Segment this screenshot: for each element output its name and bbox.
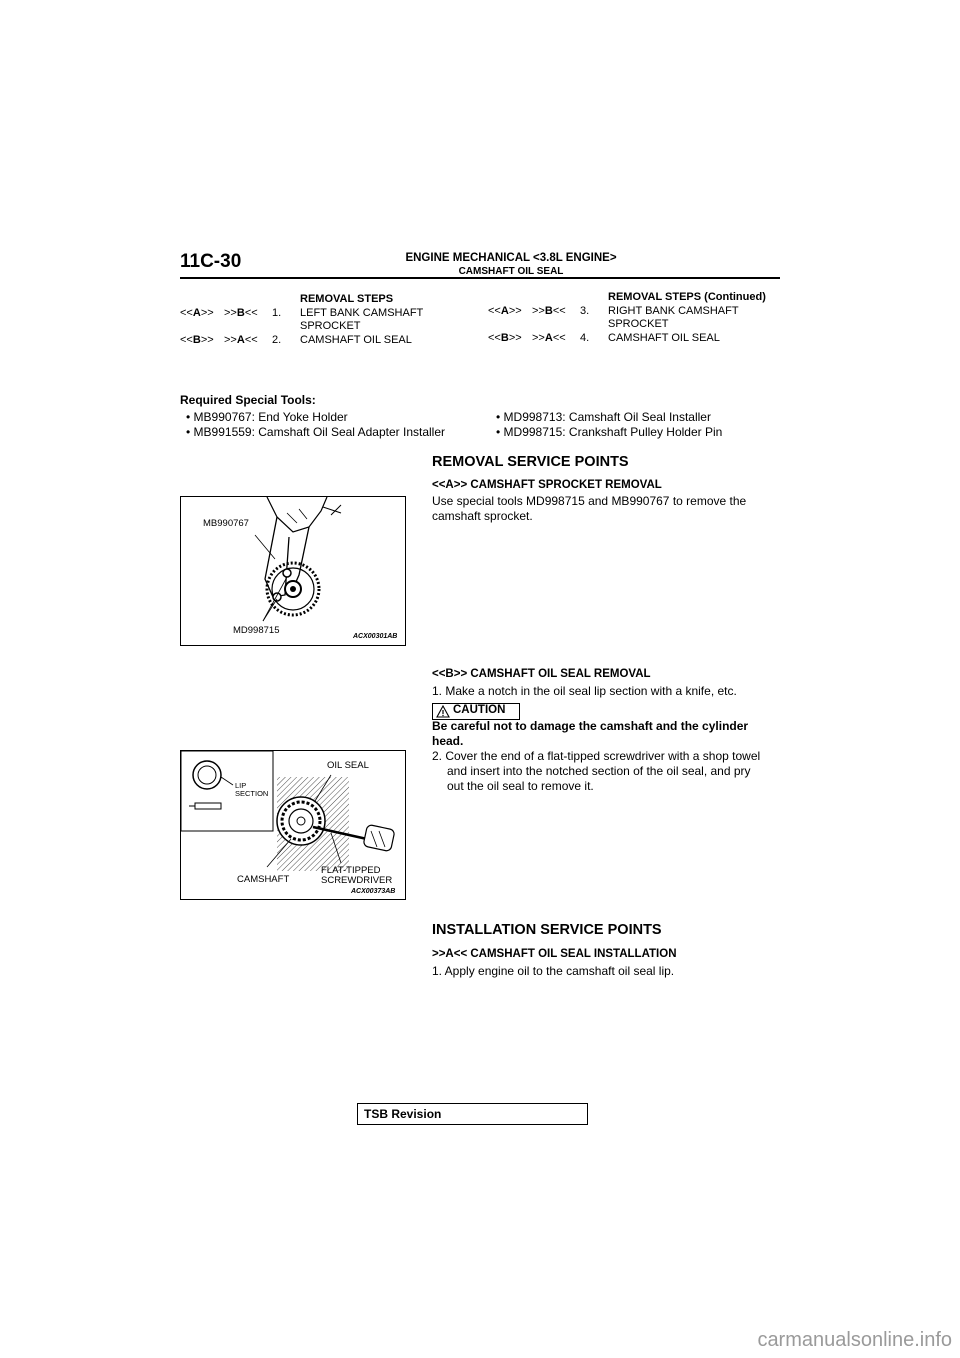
step-ref-b-letter: B: [544, 305, 553, 317]
paragraph-line: 2. Cover the end of a flat-tipped screwdriver with a shop towel: [432, 749, 761, 763]
step-ref-a-letter: B: [500, 332, 509, 344]
step-ref-b: >>: [532, 305, 545, 317]
step-ref-a-end: >>: [200, 334, 214, 346]
removal-steps-left: [180, 293, 440, 353]
removal-step-row: [180, 334, 440, 348]
tsb-revision-box: [357, 1103, 588, 1125]
warning-triangle-icon: [436, 705, 450, 718]
step-text-cont: SPROCKET: [300, 320, 361, 332]
sprocket-removal-title: <<A>> CAMSHAFT SPROCKET REMOVAL: [432, 479, 662, 491]
step-text-cont: SPROCKET: [608, 318, 669, 330]
step-text: CAMSHAFT OIL SEAL: [608, 332, 720, 344]
step-ref-a: <<: [488, 332, 501, 344]
figure-label-oil-seal: OIL SEAL: [327, 760, 369, 771]
paragraph-line: and insert into the notched section of the oil seal, and pry: [447, 764, 751, 778]
step-ref-a-letter: A: [500, 305, 509, 317]
paragraph-line: Be careful not to damage the camshaft and the cylinder: [432, 719, 749, 733]
step-number: 1.: [272, 307, 282, 319]
figure-label-md998715: MD998715: [233, 625, 280, 636]
step-ref-a-end: >>: [508, 332, 522, 344]
oil-seal-removal-step1: 1. Make a notch in the oil seal lip section with a knife, etc.: [432, 684, 737, 698]
step-ref-b-letter: A: [236, 334, 245, 346]
removal-step-row: [180, 307, 440, 335]
step-ref-a: <<: [180, 334, 193, 346]
step-ref-b: >>: [224, 334, 237, 346]
caution-box: [432, 703, 520, 720]
tsb-revision-label: TSB Revision: [364, 1107, 442, 1121]
special-tool-text: MB991559: Camshaft Oil Seal Adapter Installer: [193, 425, 446, 439]
figure-sprocket-removal: [180, 496, 406, 646]
step-ref-a-letter: B: [192, 334, 201, 346]
step-text: LEFT BANK CAMSHAFT: [300, 307, 424, 319]
step-ref-b-letter: B: [236, 307, 245, 319]
page-subtitle: CAMSHAFT OIL SEAL: [458, 266, 564, 277]
special-tool-item: • MB991559: Camshaft Oil Seal Adapter Installer: [186, 425, 446, 439]
oil-seal-removal-step2: [432, 749, 760, 794]
oil-seal-installation-title: >>A<< CAMSHAFT OIL SEAL INSTALLATION: [432, 948, 677, 960]
step-number: 2.: [272, 334, 282, 346]
page-title: ENGINE MECHANICAL <3.8L ENGINE>: [405, 252, 617, 264]
paragraph-line: out the oil seal to remove it.: [447, 779, 594, 793]
special-tool-item: • MB990767: End Yoke Holder: [186, 410, 348, 424]
step-ref-b-end: <<: [244, 334, 258, 346]
installation-service-title: INSTALLATION SERVICE POINTS: [432, 922, 662, 938]
removal-service-title: REMOVAL SERVICE POINTS: [432, 454, 629, 470]
special-tool-item: • MD998715: Crankshaft Pulley Holder Pin: [496, 425, 723, 439]
step-ref-a-end: >>: [508, 305, 522, 317]
paragraph-line: head.: [432, 734, 464, 748]
step-ref-a-letter: A: [192, 307, 201, 319]
step-number: 4.: [580, 332, 590, 344]
figure-label-camshaft: CAMSHAFT: [237, 874, 290, 885]
step-ref-a: <<: [180, 307, 193, 319]
caution-label: CAUTION: [453, 704, 506, 716]
special-tools-title: Required Special Tools:: [180, 393, 316, 407]
step-ref-b-letter: A: [544, 332, 553, 344]
step-number: 3.: [580, 305, 590, 317]
special-tool-text: MD998715: Crankshaft Pulley Holder Pin: [503, 425, 723, 439]
removal-steps-continued-heading: REMOVAL STEPS (Continued): [608, 291, 766, 303]
step-ref-b-end: <<: [244, 307, 258, 319]
figure-label-mb990767: MB990767: [203, 518, 249, 529]
sprocket-removal-text: [432, 494, 746, 524]
step-text: RIGHT BANK CAMSHAFT: [608, 305, 739, 317]
figure-label-flat-tipped: FLAT-TIPPED: [321, 865, 381, 876]
paragraph-line: camshaft sprocket.: [432, 509, 533, 523]
step-ref-b: >>: [224, 307, 237, 319]
oil-seal-installation-step1: 1. Apply engine oil to the camshaft oil seal lip.: [432, 964, 675, 978]
removal-step-row: [488, 332, 780, 346]
step-ref-a-end: >>: [200, 307, 214, 319]
step-text: CAMSHAFT OIL SEAL: [300, 334, 412, 346]
watermark: carmanualsonline.info: [757, 1329, 952, 1351]
header-rule: [180, 277, 780, 279]
figure-code: ACX00373AB: [351, 888, 396, 895]
special-tool-item: • MD998713: Camshaft Oil Seal Installer: [496, 410, 711, 424]
step-ref-a: <<: [488, 305, 501, 317]
figure-label-section: SECTION: [235, 789, 269, 798]
page-number: 11C-30: [180, 251, 242, 272]
oil-seal-removal-title: <<B>> CAMSHAFT OIL SEAL REMOVAL: [432, 668, 651, 680]
figure-label-lip: LIP: [235, 781, 247, 790]
step-ref-b-end: <<: [552, 305, 566, 317]
removal-steps-right: [488, 291, 780, 353]
figure-code: ACX00301AB: [353, 633, 398, 640]
caution-text: [432, 719, 748, 749]
removal-step-row: [488, 305, 780, 333]
step-ref-b-end: <<: [552, 332, 566, 344]
figure-oil-seal-removal: [180, 750, 406, 900]
special-tool-text: MB990767: End Yoke Holder: [193, 410, 348, 424]
special-tool-text: MD998713: Camshaft Oil Seal Installer: [503, 410, 711, 424]
paragraph-line: Use special tools MD998715 and MB990767 to remove the: [432, 494, 747, 508]
removal-steps-heading: REMOVAL STEPS: [300, 293, 394, 305]
step-ref-b: >>: [532, 332, 545, 344]
figure-label-screwdriver: SCREWDRIVER: [321, 875, 393, 886]
